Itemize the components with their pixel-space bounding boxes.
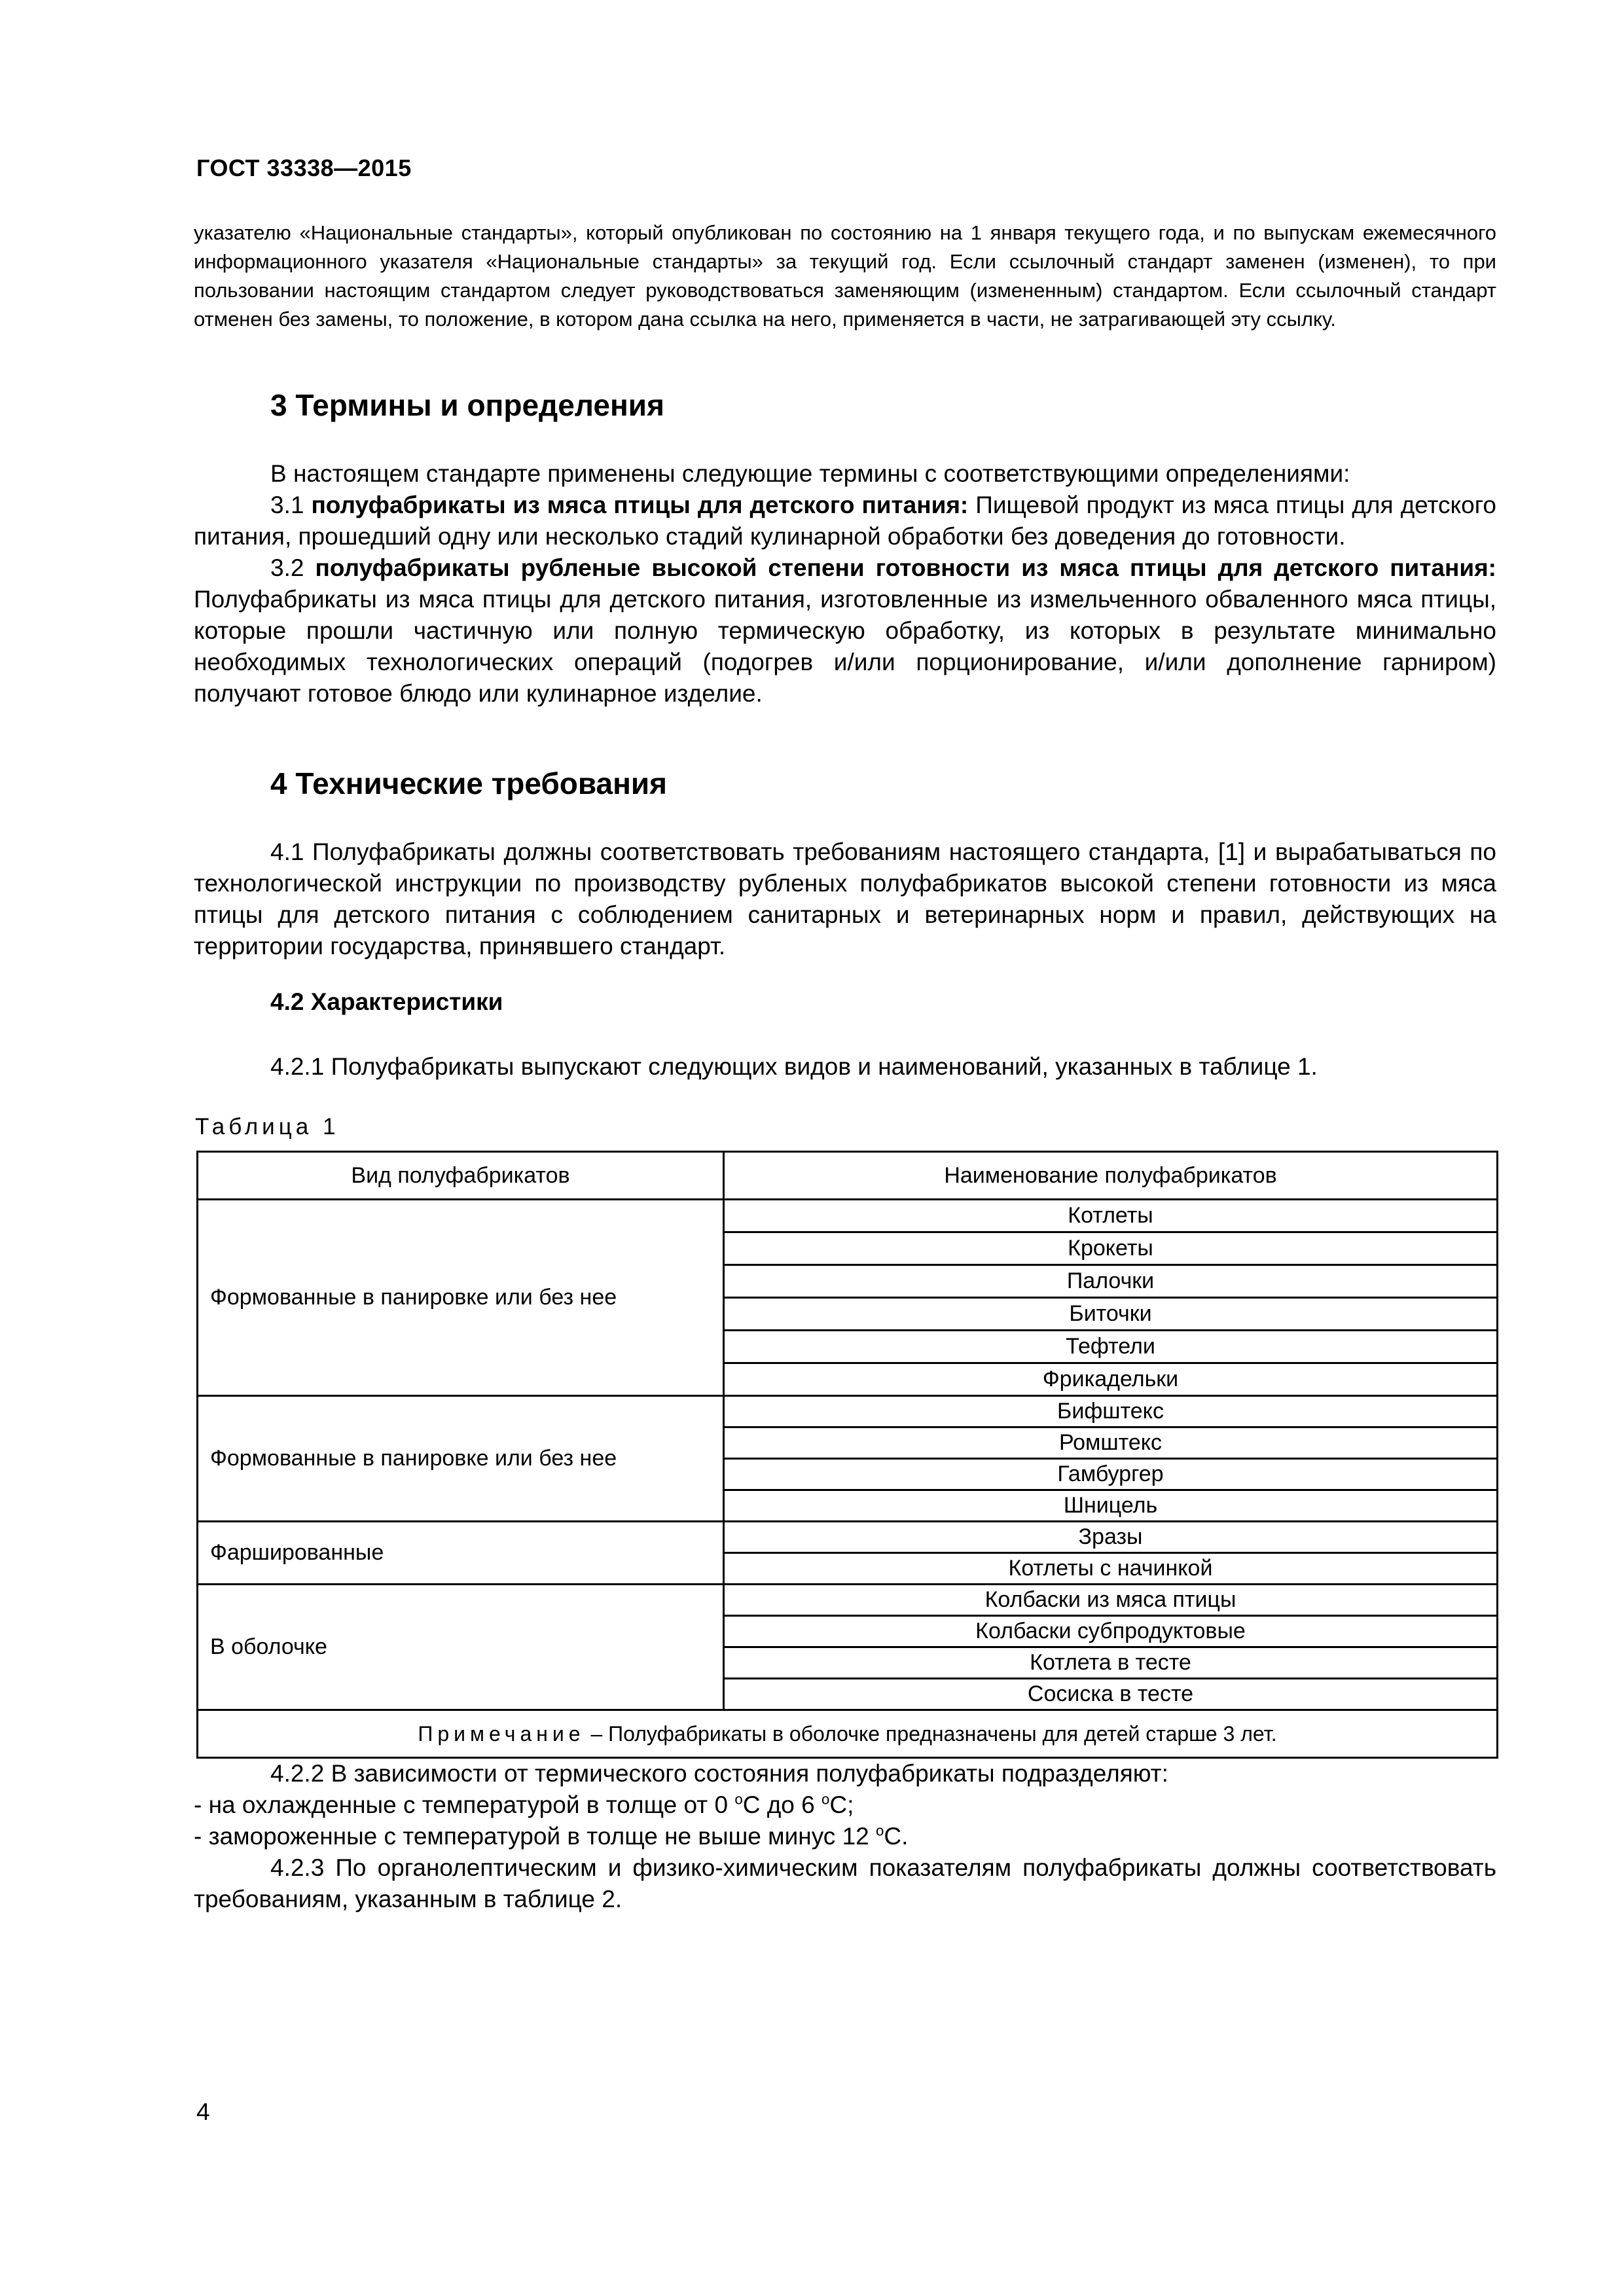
- bullet-chilled-text-3: С;: [829, 1791, 854, 1818]
- bullet-frozen-text-1: - замороженные с температурой в толще не выше минус 12: [194, 1823, 876, 1850]
- name-cell: Колбаски из мяса птицы: [724, 1585, 1498, 1616]
- term-3-2-definition: Полуфабрикаты из мяса птицы для детского питания, изготовленные из измельченного обваленного мяса птицы, которые прошли частичную или полную термическую обработку, из которых в результате минимально необходимых технологических операций (подогрев и/или порционирование, и/или дополнение гарниром) получают готовое блюдо или кулинарное изделие.: [194, 586, 1496, 707]
- intro-paragraph: указателю «Национальные стандарты», который опубликован по состоянию на 1 января текущего года, и по выпускам ежемесячного информационного указателя «Национальные стандарты» за текущий год. Если ссылочный стандарт заменен (изменен), то при пользовании настоящим стандартом следует руководствоваться заменяющим (измененным) стандартом. Если ссылочный стандарт отменен без замены, то положение, в котором дана ссылка на него, применяется в части, не затрагивающей эту ссылку.: [194, 221, 1496, 331]
- subsection-4-2-title: 4.2 Характеристики: [270, 988, 503, 1015]
- term-3-1-term: полуфабрикаты из мяса птицы для детского питания:: [311, 492, 969, 518]
- bullet-chilled-text-2: С до 6: [742, 1791, 821, 1818]
- page-number: 4: [196, 2098, 210, 2125]
- name-cell: Ромштекс: [724, 1427, 1498, 1459]
- document-header: ГОСТ 33338—2015: [196, 154, 412, 181]
- table-row: [198, 1200, 1498, 1232]
- table-1-caption: Таблица 1: [195, 1114, 340, 1139]
- name-cell: Фрикадельки: [724, 1363, 1498, 1396]
- degree-sign: о: [821, 1791, 830, 1808]
- degree-sign: о: [876, 1822, 884, 1839]
- term-3-1: [194, 490, 1496, 552]
- section-3-body: [194, 458, 1496, 709]
- paragraph-4-2-2: 4.2.2 В зависимости от термического состояния полуфабрикаты подразделяют:: [270, 1760, 1168, 1787]
- column-header-name: Наименование полуфабрикатов: [724, 1152, 1498, 1200]
- term-3-1-number: 3.1: [270, 492, 312, 518]
- bullet-chilled: [194, 1789, 1496, 1821]
- name-cell: Сосиска в тесте: [724, 1679, 1498, 1710]
- note-text: – Полуфабрикаты в оболочке предназначены для детей старше 3 лет.: [585, 1721, 1277, 1746]
- section-3-title: 3 Термины и определения: [270, 388, 664, 422]
- column-header-kind: Вид полуфабрикатов: [198, 1152, 724, 1200]
- name-cell: Гамбургер: [724, 1459, 1498, 1490]
- name-cell: Шницель: [724, 1490, 1498, 1522]
- kind-cell: Формованные в панировке или без нее: [198, 1200, 724, 1396]
- table-note: [198, 1710, 1498, 1758]
- term-3-2-term: полуфабрикаты рубленые высокой степени готовности из мяса птицы для детского питания:: [315, 554, 1497, 581]
- bullet-chilled-text-1: - на охлажденные с температурой в толще от 0: [194, 1791, 735, 1818]
- name-cell: Палочки: [724, 1265, 1498, 1298]
- paragraph-4-2-3: 4.2.3 По органолептическим и физико-химическим показателям полуфабрикаты должны соответствовать требованиям, указанным в таблице 2.: [194, 1854, 1496, 1912]
- term-3-2-number: 3.2: [270, 554, 316, 581]
- table-row: [198, 1522, 1498, 1553]
- bullet-frozen-text-2: С.: [884, 1823, 909, 1850]
- kind-cell: Формованные в панировке или без нее: [198, 1396, 724, 1522]
- note-label: Примечание: [418, 1721, 585, 1746]
- name-cell: Крокеты: [724, 1232, 1498, 1265]
- table-row: [198, 1396, 1498, 1427]
- name-cell: Биточки: [724, 1298, 1498, 1331]
- degree-sign: о: [734, 1791, 743, 1808]
- table-header-row: [198, 1152, 1498, 1200]
- table-row: [198, 1585, 1498, 1616]
- term-3-2: [194, 552, 1496, 709]
- paragraph-4-2-1-text: 4.2.1 Полуфабрикаты выпускают следующих видов и наименований, указанных в таблице 1.: [270, 1053, 1318, 1080]
- term-3-1-definition: Пищевой продукт из мяса птицы для детского питания, прошедший одну или несколько стадий кулинарной обработки без доведения до готовности.: [194, 492, 1496, 550]
- bullet-frozen: [194, 1821, 1496, 1852]
- name-cell: Котлеты с начинкой: [724, 1553, 1498, 1585]
- paragraph-4-2-1: [194, 1051, 1496, 1083]
- name-cell: Бифштекс: [724, 1396, 1498, 1427]
- name-cell: Тефтели: [724, 1331, 1498, 1363]
- table-1: [196, 1151, 1498, 1759]
- section-3-lead: В настоящем стандарте применены следующие термины с соответствующими определениями:: [270, 460, 1350, 487]
- name-cell: Зразы: [724, 1522, 1498, 1553]
- table-note-row: [198, 1710, 1498, 1758]
- paragraph-4-1-text: 4.1 Полуфабрикаты должны соответствовать требованиям настоящего стандарта, [1] и вырабатываться по технологической инструкции по производству рубленых полуфабрикатов высокой степени готовности из мяса птицы для детского питания с соблюдением санитарных и ветеринарных норм и правил, действующих на территории государства, принявшего стандарт.: [194, 838, 1496, 960]
- name-cell: Колбаски субпродуктовые: [724, 1616, 1498, 1647]
- section-4-2-2-block: [194, 1758, 1496, 1915]
- kind-cell: Фаршированные: [198, 1522, 724, 1585]
- name-cell: Котлета в тесте: [724, 1647, 1498, 1679]
- paragraph-4-1: [194, 836, 1496, 962]
- name-cell: Котлеты: [724, 1200, 1498, 1232]
- section-4-title: 4 Технические требования: [270, 766, 667, 800]
- kind-cell: В оболочке: [198, 1585, 724, 1710]
